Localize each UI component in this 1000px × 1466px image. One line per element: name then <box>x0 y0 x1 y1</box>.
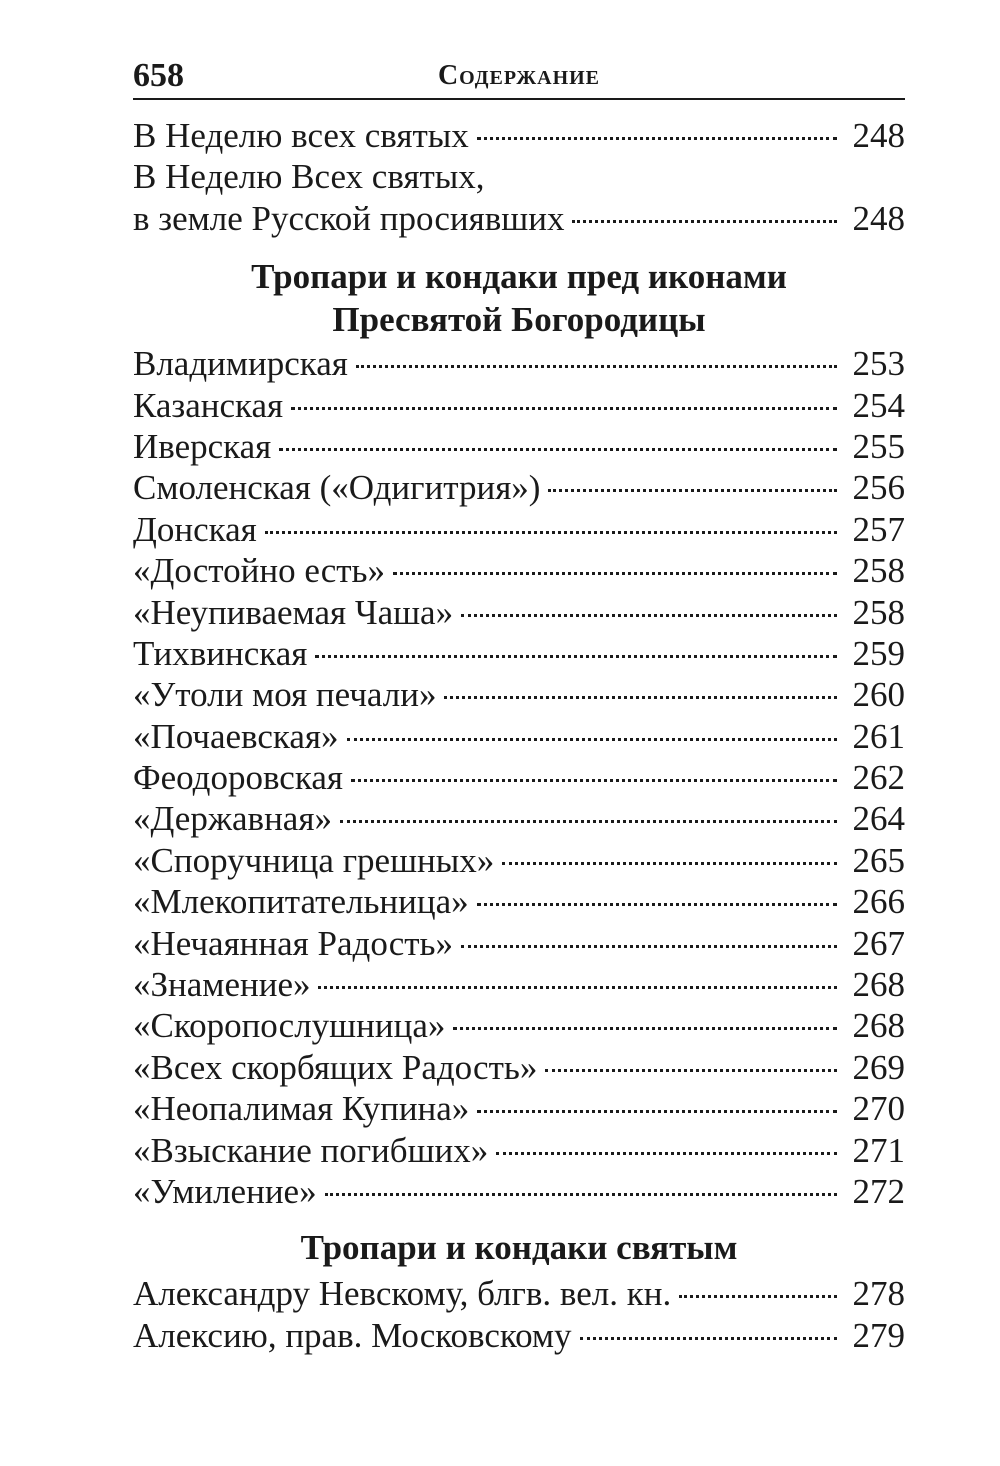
toc-entry <box>133 1273 905 1314</box>
toc-entry-label: «Скоропослушница» <box>133 1006 446 1046</box>
toc-entry <box>133 674 905 715</box>
toc-entry-page-number: 271 <box>852 1130 905 1170</box>
toc-entry-label: «Державная» <box>133 799 332 839</box>
dot-leader <box>477 1110 837 1113</box>
toc-entry-label: Донская <box>133 509 257 549</box>
dot-leader <box>279 448 837 451</box>
toc-entry-label: Алексию, прав. Московскому <box>133 1315 572 1355</box>
toc-entry-page-number: 248 <box>852 116 905 155</box>
toc-entry-page-number: 254 <box>852 385 905 425</box>
dot-leader <box>548 489 837 492</box>
toc-entry-label: «Всех скорбящих Радость» <box>133 1047 538 1087</box>
toc-entry-label: В Неделю Всех святых, <box>133 157 485 197</box>
running-head <box>133 56 905 96</box>
toc-entry <box>133 1315 905 1356</box>
toc-entry-label: Владимирская <box>133 344 348 384</box>
toc-entry-label: Иверская <box>133 426 272 466</box>
toc-entry-label: «Млекопитательница» <box>133 882 469 922</box>
saints-entries-list <box>133 1273 905 1356</box>
dot-leader <box>393 572 837 575</box>
section-heading-icons-line1: Тропари и кондаки пред иконами <box>251 257 787 297</box>
toc-entry-label: «Умиление» <box>133 1171 317 1211</box>
toc-entry <box>133 1005 905 1046</box>
dot-leader <box>477 137 837 140</box>
table-of-contents <box>133 115 905 1356</box>
toc-entry <box>133 1047 905 1088</box>
header-divider <box>133 98 905 100</box>
toc-entry-page-number: 265 <box>852 840 905 880</box>
icons-entries-list <box>133 343 905 1212</box>
toc-entry-page-number: 268 <box>852 1006 905 1046</box>
toc-entry <box>133 840 905 881</box>
section-heading-icons-line2: Пресвятой Богородицы <box>332 300 706 340</box>
dot-leader <box>679 1295 837 1298</box>
toc-entry-label: «Споручница грешных» <box>133 840 495 880</box>
toc-entry-page-number: 256 <box>852 468 905 508</box>
toc-entry <box>133 633 905 674</box>
toc-entry-page-number: 260 <box>852 675 905 715</box>
toc-entry-page-number: 261 <box>852 716 905 756</box>
toc-entry-page-number: 279 <box>852 1315 905 1355</box>
toc-entry-page-number: 257 <box>852 509 905 549</box>
toc-entry-label: Казанская <box>133 385 284 425</box>
toc-entry <box>133 550 905 591</box>
toc-entry <box>133 1088 905 1129</box>
toc-entry-page-number: 269 <box>852 1047 905 1087</box>
toc-entry-label: «Утоли моя печали» <box>133 675 437 715</box>
top-entries-list <box>133 115 905 239</box>
toc-entry <box>133 757 905 798</box>
toc-entry-page-number: 248 <box>852 198 905 238</box>
toc-entry-label: «Взыскание погибших» <box>133 1130 489 1170</box>
dot-leader <box>580 1337 837 1340</box>
toc-entry-label: в земле Русской просиявших <box>133 198 565 238</box>
toc-entry <box>133 964 905 1005</box>
toc-entry-label: «Достойно есть» <box>133 551 386 591</box>
toc-entry-page-number: 259 <box>852 633 905 673</box>
dot-leader <box>265 531 837 534</box>
toc-entry <box>133 716 905 757</box>
dot-leader <box>315 655 837 658</box>
dot-leader <box>347 738 837 741</box>
toc-entry <box>133 198 905 239</box>
toc-entry-page-number: 264 <box>852 799 905 839</box>
toc-entry <box>133 881 905 922</box>
toc-entry-label: «Знамение» <box>133 965 311 1005</box>
dot-leader <box>477 903 837 906</box>
dot-leader <box>572 220 837 223</box>
dot-leader <box>502 862 837 865</box>
toc-entry-label: «Нечаянная Радость» <box>133 923 453 963</box>
dot-leader <box>325 1193 837 1196</box>
toc-entry-label: Тихвинская <box>133 633 308 673</box>
dot-leader <box>461 614 837 617</box>
toc-entry-page-number: 266 <box>852 882 905 922</box>
page-title: Содержание <box>437 60 601 91</box>
toc-entry-label: «Почаевская» <box>133 716 339 756</box>
page-number: 658 <box>133 57 184 94</box>
section-heading-saints: Тропари и кондаки святым <box>300 1228 738 1268</box>
toc-entry-page-number: 258 <box>852 592 905 632</box>
toc-entry-label: Смоленская («Одигитрия») <box>133 468 541 508</box>
toc-entry <box>133 923 905 964</box>
dot-leader <box>356 365 837 368</box>
toc-entry <box>133 385 905 426</box>
toc-entry-page-number: 253 <box>852 344 905 384</box>
toc-entry-label: Александру Невскому, блгв. вел. кн. <box>133 1274 672 1314</box>
toc-entry-page-number: 272 <box>852 1171 905 1211</box>
toc-entry <box>133 1130 905 1171</box>
dot-leader <box>444 696 837 699</box>
toc-entry-label: Феодоровская <box>133 758 343 798</box>
toc-entry <box>133 467 905 508</box>
toc-entry <box>133 115 905 156</box>
dot-leader <box>496 1152 837 1155</box>
dot-leader <box>453 1027 837 1030</box>
toc-entry-page-number: 268 <box>852 965 905 1005</box>
dot-leader <box>351 779 837 782</box>
dot-leader <box>291 407 837 410</box>
toc-entry <box>133 509 905 550</box>
toc-entry <box>133 343 905 384</box>
dot-leader <box>461 945 837 948</box>
toc-entry <box>133 1171 905 1212</box>
toc-entry <box>133 798 905 839</box>
toc-entry-page-number: 278 <box>852 1274 905 1314</box>
toc-entry-page-number: 258 <box>852 551 905 591</box>
toc-entry <box>133 426 905 467</box>
toc-entry-page-number: 262 <box>852 758 905 798</box>
toc-entry-page-number: 267 <box>852 923 905 963</box>
dot-leader <box>318 986 837 989</box>
toc-entry <box>133 592 905 633</box>
section-heading-icons <box>133 255 905 341</box>
toc-entry <box>133 156 905 197</box>
dot-leader <box>340 820 837 823</box>
toc-entry-page-number: 255 <box>852 426 905 466</box>
dot-leader <box>545 1069 837 1072</box>
toc-entry-label: В Неделю всех святых <box>133 116 469 155</box>
toc-entry-label: «Неупиваемая Чаша» <box>133 592 454 632</box>
toc-entry-label: «Неопалимая Купина» <box>133 1089 470 1129</box>
toc-entry-page-number: 270 <box>852 1089 905 1129</box>
